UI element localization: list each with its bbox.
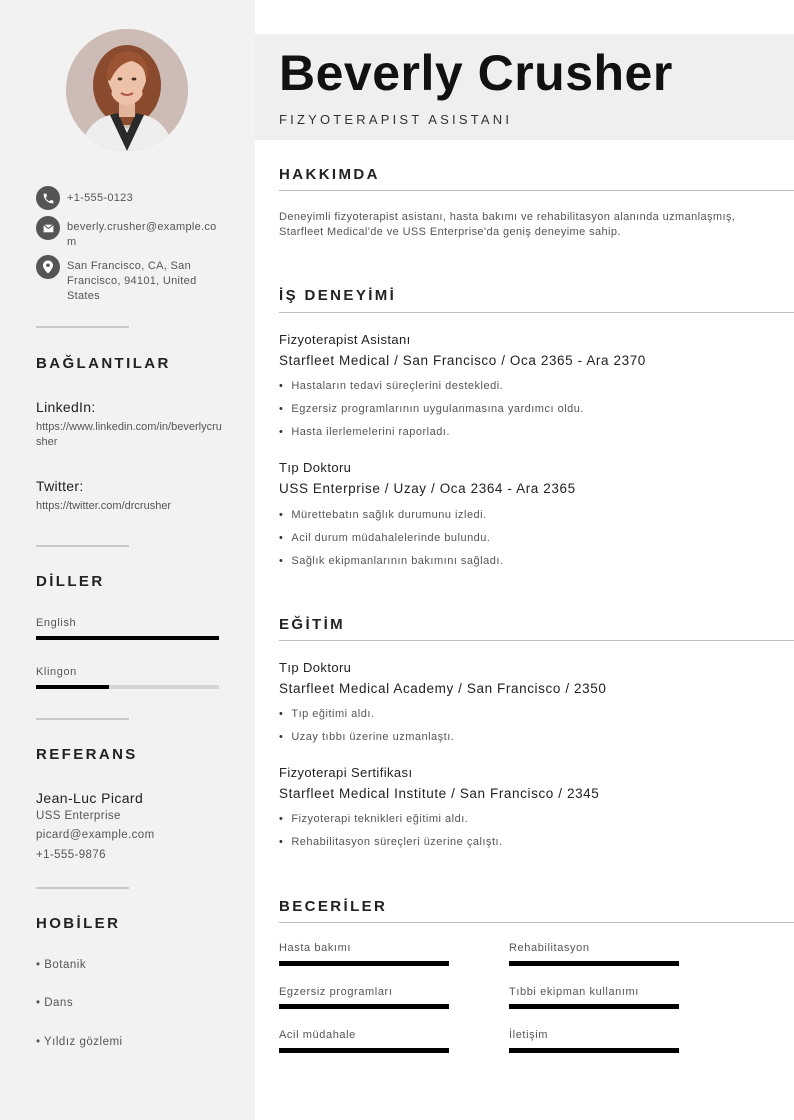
about-title: HAKKIMDA [279,166,380,183]
skill-label: Acil müdahale [279,1029,356,1041]
section-rule [279,640,794,641]
section-rule [279,312,794,313]
person-name: Beverly Crusher [279,45,673,101]
skill-fill [509,1004,679,1009]
hobbies-title: HOBİLER [36,915,121,932]
education-title: EĞİTİM [279,616,346,633]
skill-bar [509,961,679,966]
language-level-bar [36,636,219,640]
job-role: FIZYOTERAPIST ASISTANI [279,112,513,127]
reference-title: REFERANS [36,746,138,763]
skill-fill [509,1048,679,1053]
sidebar-divider [36,326,129,328]
skill-bar [509,1004,679,1009]
education-subtitle: Starfleet Medical Academy / San Francisco / 2350 [279,681,607,696]
email-text: beverly.crusher@example.com [67,221,217,248]
hobby-label: Dans [44,997,74,1009]
job-bullet: • Sağlık ekipmanlarının bakımını sağladı. [279,555,503,567]
reference-email[interactable]: picard@example.com [36,829,155,841]
about-text: Deneyimli fizyoterapist asistanı, hasta bakımı ve rehabilitasyon alanında uzmanlaşmış, Starfleet Medical'de ve USS Enterprise'da geniş deneyime sahip. [279,211,736,238]
experience-title: İŞ DENEYİMİ [279,287,397,304]
job-subtitle: USS Enterprise / Uzay / Oca 2364 - Ara 2365 [279,481,576,496]
skill-fill [279,961,449,966]
skill-fill [279,1048,449,1053]
location-pin-icon [36,255,60,279]
skill-bar [279,961,449,966]
education-bullet: • Tıp eğitimi aldı. [279,708,374,720]
language-level-fill [36,636,219,640]
hobby-label: Botanik [44,959,87,971]
hobby-item: • Botanik [36,959,87,971]
hobby-item: • Yıldız gözlemi [36,1036,123,1048]
email-icon [36,216,60,240]
contact-phone[interactable] [36,186,222,210]
education-title-item: Fizyoterapi Sertifikası [279,765,413,780]
twitter-label: Twitter: [36,478,84,494]
job-bullet: • Egzersiz programlarının uygulanmasına yardımcı oldu. [279,403,584,415]
reference-company: USS Enterprise [36,810,121,822]
skill-bar [509,1048,679,1053]
section-rule [279,922,794,923]
language-level-fill [36,685,109,689]
education-bullet: • Rehabilitasyon süreçleri üzerine çalıştı. [279,836,503,848]
hobby-item: • Dans [36,997,74,1009]
links-title: BAĞLANTILAR [36,355,171,372]
education-title-item: Tıp Doktoru [279,660,352,675]
twitter-link[interactable]: https://twitter.com/drcrusher [36,500,172,512]
reference-phone[interactable]: +1-555-9876 [36,849,106,861]
job-title: Fizyoterapist Asistanı [279,332,411,347]
skill-label: Rehabilitasyon [509,942,590,954]
hobby-label: Yıldız gözlemi [44,1036,123,1048]
education-subtitle: Starfleet Medical Institute / San Francisco / 2345 [279,786,600,801]
phone-icon [36,186,60,210]
job-bullet: • Hasta ilerlemelerini raporladı. [279,426,450,438]
skill-bar [279,1004,449,1009]
section-rule [279,190,794,191]
language-name: English [36,617,77,629]
sidebar [0,0,255,1120]
skill-bar [279,1048,449,1053]
language-level-bar [36,685,219,689]
linkedin-link[interactable]: https://www.linkedin.com/in/beverlycrusher [36,421,222,448]
sidebar-divider [36,545,129,547]
skill-fill [509,961,679,966]
sidebar-divider [36,887,129,889]
education-bullet: • Uzay tıbbı üzerine uzmanlaştı. [279,731,454,743]
profile-photo [66,29,188,151]
job-bullet: • Hastaların tedavi süreçlerini destekledi. [279,380,503,392]
address-text: San Francisco, CA, San Francisco, 94101, United States [67,260,197,302]
contact-address [36,255,217,304]
sidebar-divider [36,718,129,720]
main-content [255,0,794,1120]
job-title: Tıp Doktoru [279,460,352,475]
name-header [255,34,794,140]
phone-text: +1-555-0123 [67,192,133,204]
job-subtitle: Starfleet Medical / San Francisco / Oca 2365 - Ara 2370 [279,353,646,368]
education-bullet: • Fizyoterapi teknikleri eğitimi aldı. [279,813,468,825]
contact-email[interactable] [36,216,222,250]
skill-label: Tıbbi ekipman kullanımı [509,986,639,998]
job-bullet: • Mürettebatın sağlık durumunu izledi. [279,509,487,521]
skill-fill [279,1004,449,1009]
skill-label: Hasta bakımı [279,942,352,954]
linkedin-label: LinkedIn: [36,399,96,415]
skill-label: Egzersiz programları [279,986,393,998]
avatar [66,29,188,151]
job-bullet: • Acil durum müdahalelerinde bulundu. [279,532,490,544]
reference-name: Jean-Luc Picard [36,790,144,806]
skills-title: BECERİLER [279,898,388,915]
languages-title: DİLLER [36,573,105,590]
language-name: Klingon [36,666,77,678]
skill-label: İletişim [509,1029,549,1041]
